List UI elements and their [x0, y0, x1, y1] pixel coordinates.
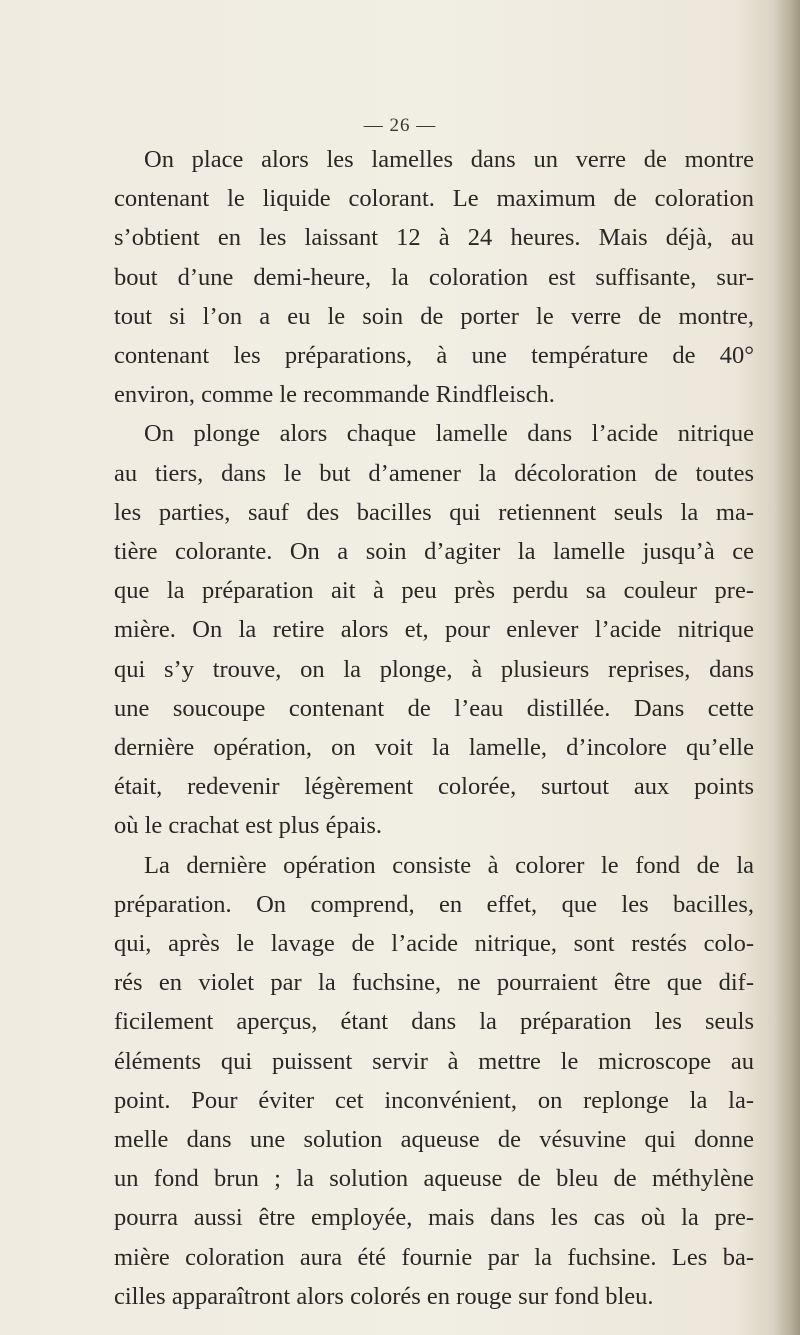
paragraph-2	[114, 414, 754, 845]
text-line: qui s’y trouve, on la plonge, à plusieurs reprises, dans	[114, 655, 754, 683]
text-line: un fond brun ; la solution aqueuse de bleu de méthylène	[114, 1165, 754, 1193]
text-line: La dernière opération consiste à colorer le fond de la	[144, 851, 754, 879]
text-line: contenant le liquide colorant. Le maximum de coloration	[114, 185, 754, 213]
text-line: s’obtient en les laissant 12 à 24 heures. Mais déjà, au	[114, 224, 754, 252]
text-line: dernière opération, on voit la lamelle, d’incolore qu’elle	[114, 734, 754, 762]
text-line: était, redevenir légèrement colorée, surtout aux points	[114, 773, 754, 801]
text-line: ficilement aperçus, étant dans la préparation les seuls	[114, 1008, 754, 1036]
paragraph-1	[114, 140, 754, 414]
text-line: contenant les préparations, à une température de 40°	[114, 342, 754, 370]
text-line: On place alors les lamelles dans un verre de montre	[144, 146, 754, 173]
text-line: bout d’une demi-heure, la coloration est suffisante, sur-	[114, 263, 754, 291]
text-line: éléments qui puissent servir à mettre le microscope au	[114, 1047, 754, 1075]
text-line: environ, comme le recommande Rindfleisch.	[114, 381, 555, 409]
text-line: cilles apparaîtront alors colorés en rouge sur fond bleu.	[114, 1282, 654, 1310]
text-line: pourra aussi être employée, mais dans les cas où la pre-	[114, 1204, 754, 1232]
text-line: une soucoupe contenant de l’eau distillée. Dans cette	[114, 694, 754, 722]
page-edge-shadow	[774, 0, 800, 1335]
text-line: point. Pour éviter cet inconvénient, on replonge la la-	[114, 1086, 754, 1114]
text-line: où le crachat est plus épais.	[114, 812, 383, 840]
text-line: tout si l’on a eu le soin de porter le verre de montre,	[114, 302, 754, 330]
text-line: rés en violet par la fuchsine, ne pourraient être que dif-	[114, 969, 754, 997]
text-line: On plonge alors chaque lamelle dans l’acide nitrique	[144, 420, 754, 448]
text-line: au tiers, dans le but d’amener la décoloration de toutes	[114, 459, 754, 487]
text-line: melle dans une solution aqueuse de vésuvine qui donne	[114, 1126, 754, 1154]
page-number: — 26 —	[363, 115, 437, 136]
text-line: qui, après le lavage de l’acide nitrique, sont restés colo-	[114, 930, 754, 958]
text-line: que la préparation ait à peu près perdu sa couleur pre-	[114, 577, 754, 605]
text-line: préparation. On comprend, en effet, que les bacilles,	[114, 890, 754, 918]
text-line: tière colorante. On a soin d’agiter la lamelle jusqu’à ce	[114, 538, 754, 566]
text-line: les parties, sauf des bacilles qui retiennent seuls la ma-	[114, 498, 754, 526]
body-text	[114, 140, 754, 1316]
text-line: mière. On la retire alors et, pour enlever l’acide nitrique	[114, 616, 754, 644]
text-line: mière coloration aura été fournie par la fuchsine. Les ba-	[114, 1243, 754, 1271]
paragraph-3	[114, 846, 754, 1316]
